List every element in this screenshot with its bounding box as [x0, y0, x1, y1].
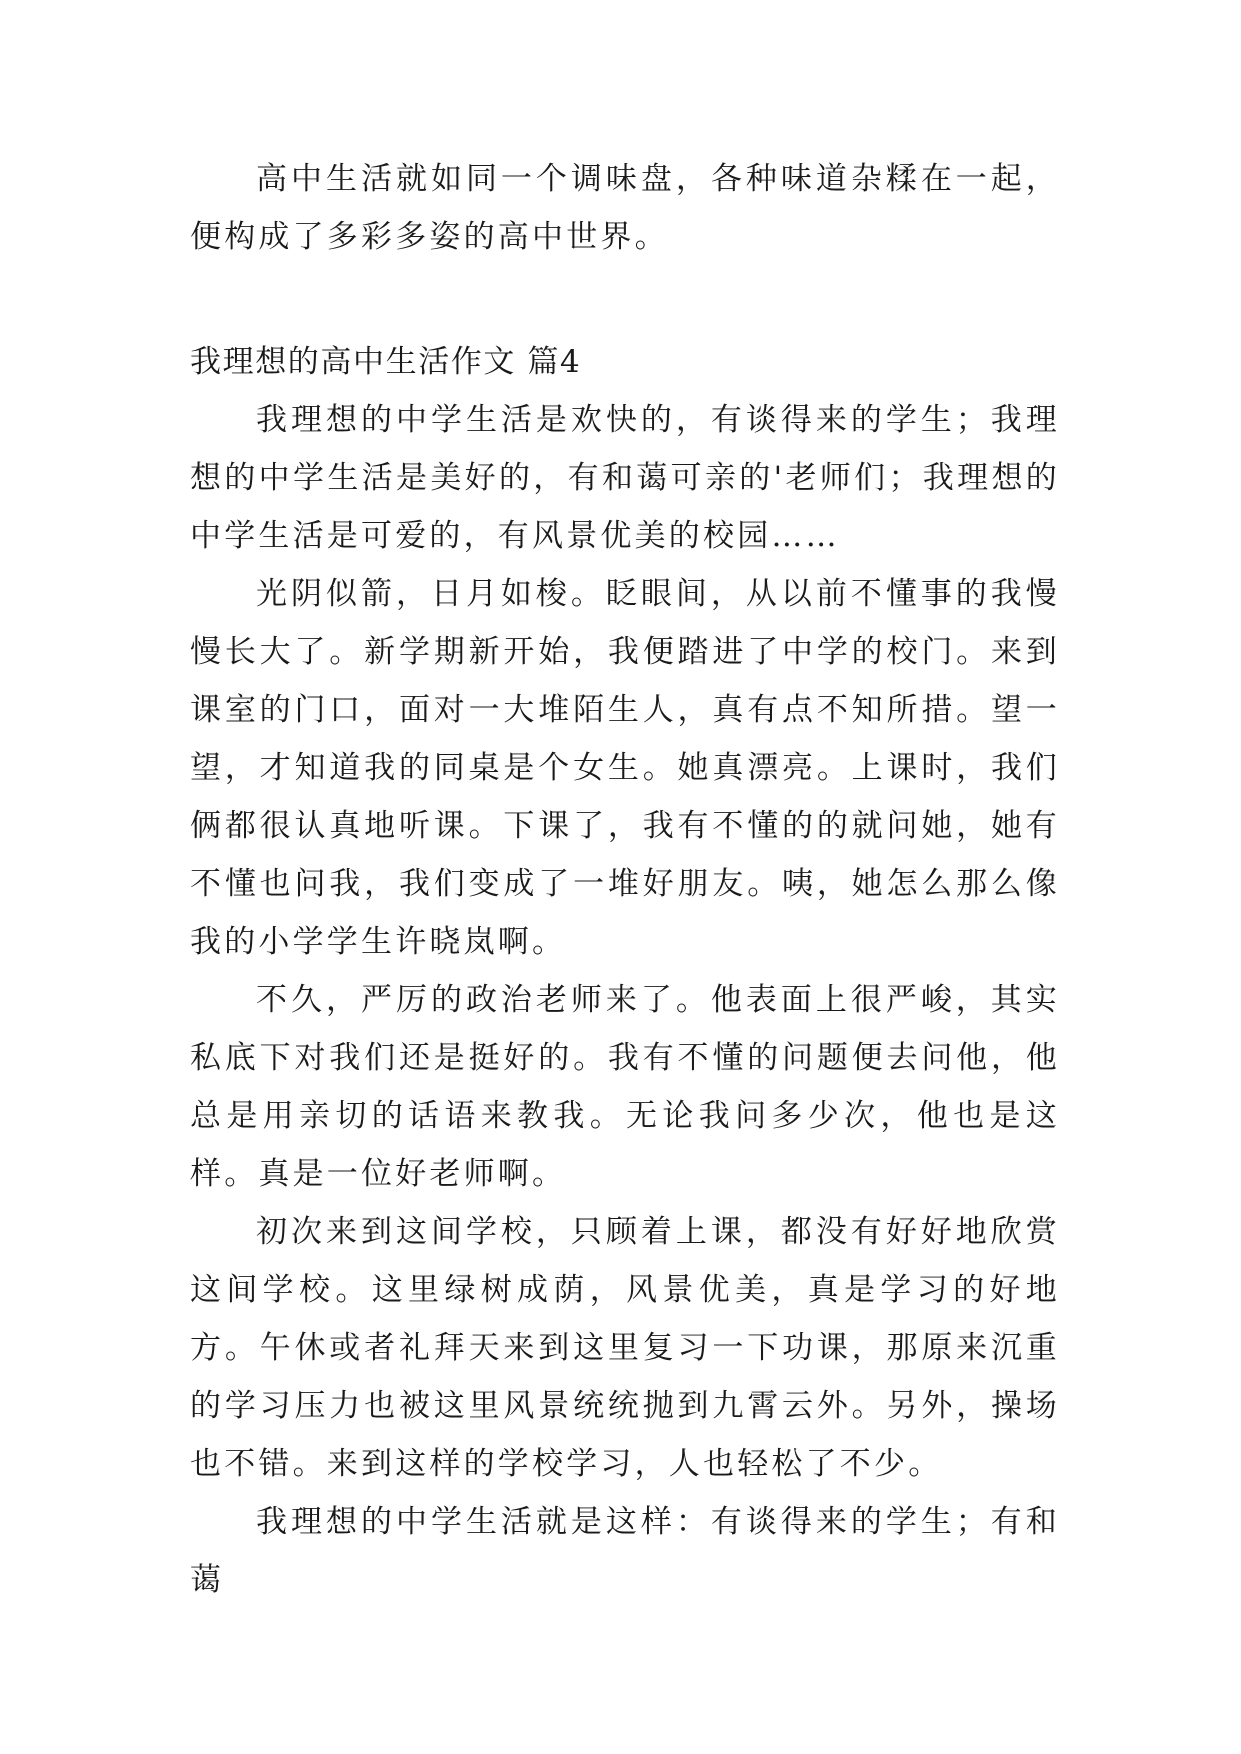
section-heading: 我理想的高中生活作文 篇4	[190, 344, 582, 380]
body-paragraph: 我理想的中学生活就是这样：有谈得来的学生；有和蔼	[190, 1504, 1060, 1598]
intro-paragraph: 高中生活就如同一个调味盘，各种味道杂糅在一起，便构成了多彩多姿的高中世界。	[190, 161, 1060, 255]
document-page	[190, 150, 1060, 1609]
body-paragraph: 初次来到这间学校，只顾着上课，都没有好好地欣赏这间学校。这里绿树成荫，风景优美，真是学习的好地方。午休或者礼拜天来到这里复习一下功课，那原来沉重的学习压力也被这里风景统统抛到九霄云外。另外，操场也不错。来到这样的学校学习，人也轻松了不少。	[190, 1214, 1060, 1482]
section-spacer	[190, 266, 1060, 333]
body-paragraph: 光阴似箭，日月如梭。眨眼间，从以前不懂事的我慢慢长大了。新学期新开始，我便踏进了中学的校门。来到课室的门口，面对一大堆陌生人，真有点不知所措。望一望，才知道我的同桌是个女生。她真漂亮。上课时，我们俩都很认真地听课。下课了，我有不懂的的就问她，她有不懂也问我，我们变成了一堆好朋友。咦，她怎么那么像我的小学学生许晓岚啊。	[190, 576, 1060, 960]
body-paragraph: 我理想的中学生活是欢快的，有谈得来的学生；我理想的中学生活是美好的，有和蔼可亲的'老师们；我理想的中学生活是可爱的，有风景优美的校园……	[190, 402, 1060, 554]
body-paragraph: 不久，严厉的政治老师来了。他表面上很严峻，其实私底下对我们还是挺好的。我有不懂的问题便去问他，他总是用亲切的话语来教我。无论我问多少次，他也是这样。真是一位好老师啊。	[190, 982, 1060, 1192]
